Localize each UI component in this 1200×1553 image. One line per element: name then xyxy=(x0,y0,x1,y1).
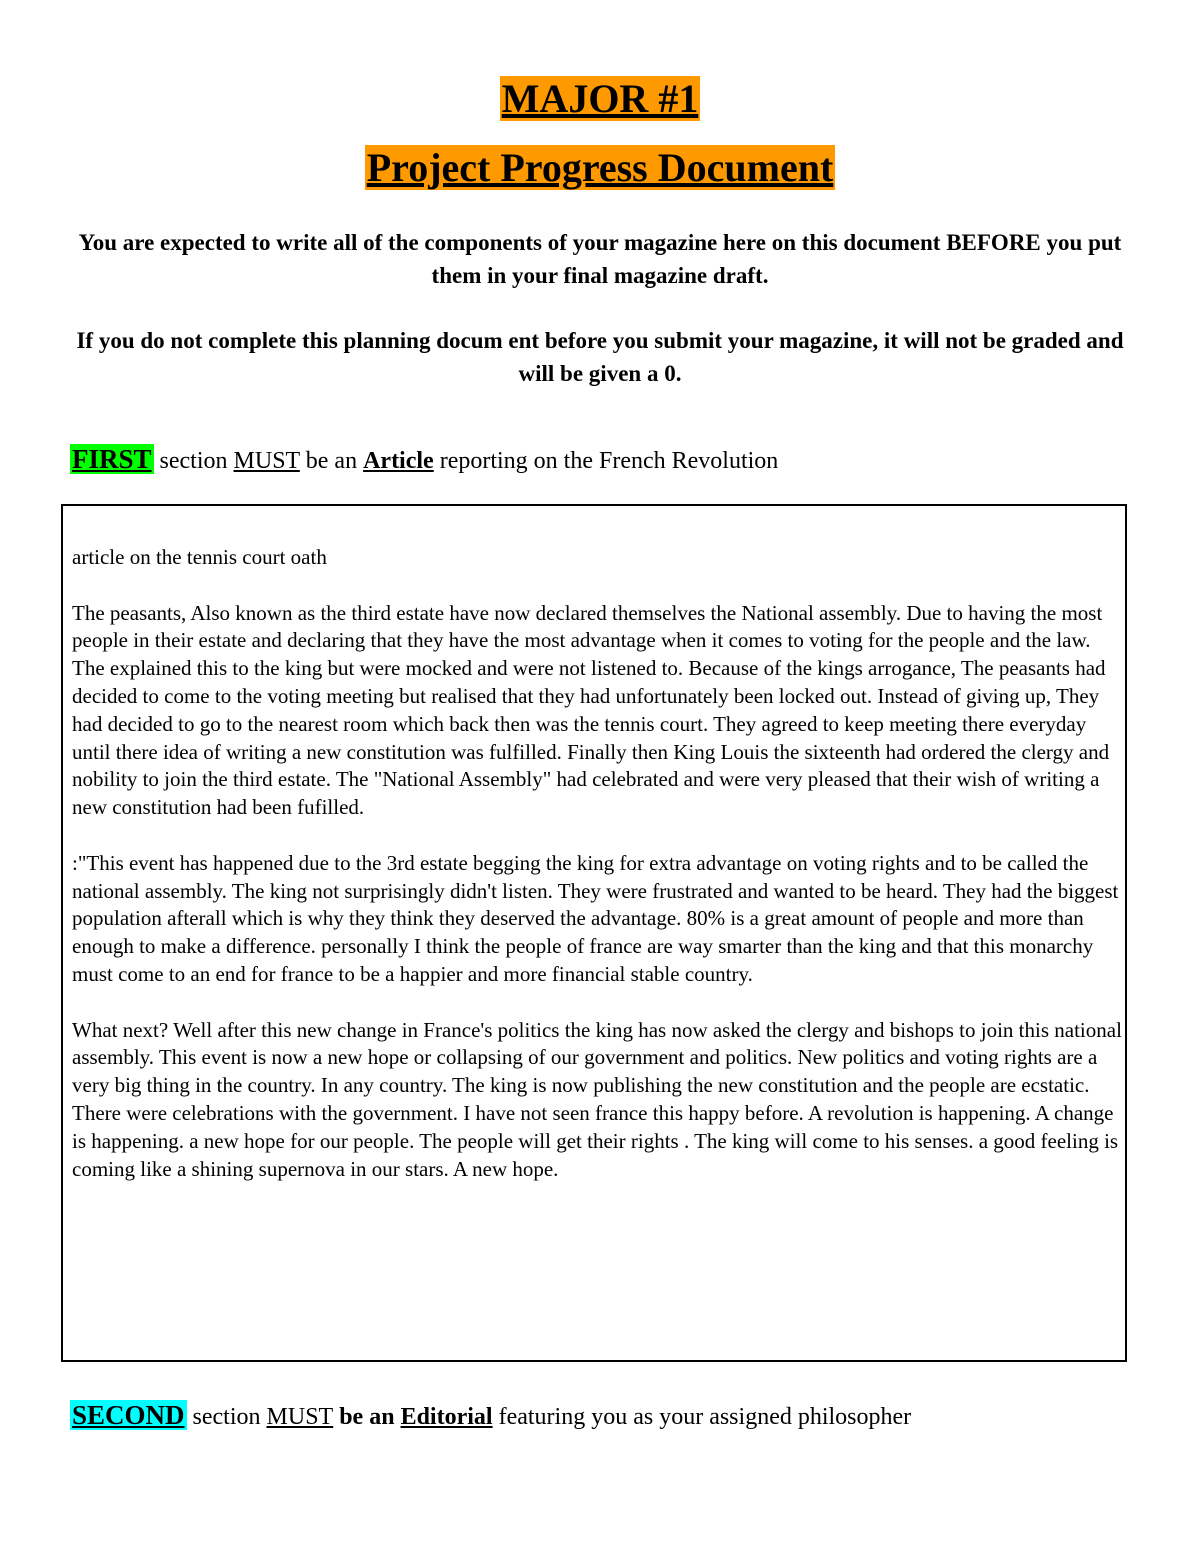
section-first-text-1: section xyxy=(153,448,234,474)
document-title xyxy=(0,74,1200,124)
instruction-1-bold: BEFORE xyxy=(946,230,1041,255)
article-paragraph: What next? Well after this new change in France's politics the king has now asked the clergy and bishops to join this national assembly. This event is now a new hope or collapsing of our government and politics. New politics and voting rights are a very big thing in the country. In any country. The king is now publishing the new constitution and the people are ecstatic. There were celebrations with the government. I have not seen france this happy before. A revolution is happening. A change is happening. a new hope for our people. The people will get their rights . The king will come to his senses. a good feeling is coming like a shining supernova in our stars. A new hope. xyxy=(72,1017,1122,1181)
article-paragraph: article on the tennis court oath xyxy=(72,545,327,569)
instruction-1-text-b: you put them in your final magazine draft. xyxy=(431,230,1122,288)
instruction-paragraph-1 xyxy=(60,226,1140,292)
document-subtitle xyxy=(0,142,1200,194)
section-first-tag: FIRST xyxy=(72,444,152,474)
section-first-must: MUST xyxy=(233,448,300,474)
section-second-text-3: featuring you as your assigned philosopher xyxy=(492,1404,912,1430)
instruction-2-text-b: you submit your magazine, it will not be graded and will be given a 0. xyxy=(518,328,1124,386)
section-first-text-3: reporting on the French Revolution xyxy=(433,448,779,474)
article-paragraph: :"This event has happened due to the 3rd estate begging the king for extra advantage on voting rights and to be called the national assembly. The king not surprisingly didn't listen. They were frustrated and wanted to be heard. They had the biggest population afterall which is why they think they deserved the advantage. 80% is a great amount of people and more than enough to make a difference. personally I think the people of france are way smarter than the king and that this monarchy must come to an end for france to be a happier and more financial stable country. xyxy=(72,850,1119,986)
section-first-text-2: be an xyxy=(299,448,364,474)
section-second-must: MUST xyxy=(266,1404,334,1430)
section-second-text-1: section xyxy=(186,1404,267,1430)
instruction-paragraph-2 xyxy=(60,324,1140,390)
article-body xyxy=(72,544,1122,1211)
section-second-text-2: be an xyxy=(333,1404,401,1430)
section-first-type: Article xyxy=(363,448,434,474)
section-second-type: Editorial xyxy=(400,1404,493,1430)
section-second-heading xyxy=(70,1398,911,1434)
article-paragraph: The peasants, Also known as the third estate have now declared themselves the National assembly. Due to having the most people in their estate and declaring that they have the most advantage when it comes to voting for the people and the law. The explained this to the king but were mocked and were not listened to. Because of the kings arrogance, The peasants had decided to come to the voting meeting but realised that they had unfortunately been locked out. Instead of giving up, They had decided to go to the nearest room which back then was the tennis court. They agreed to keep meeting there everyday until there idea of writing a new constitution was fulfilled. Finally then King Louis the sixteenth had ordered the clergy and nobility to join the third estate. The "National Assembly" had celebrated and were very pleased that their wish of writing a new constitution had been fufilled. xyxy=(72,600,1110,820)
subtitle-text: Project Progress Document xyxy=(366,145,834,190)
title-text: MAJOR #1 xyxy=(501,76,699,121)
instruction-1-text-a: You are expected to write all of the components of your magazine here on this document xyxy=(78,230,947,255)
section-first-heading xyxy=(70,442,778,478)
section-second-tag: SECOND xyxy=(72,1400,185,1430)
instruction-2-bold: before xyxy=(544,328,608,353)
instruction-2-text-a: If you do not complete this planning docum ent xyxy=(76,328,545,353)
